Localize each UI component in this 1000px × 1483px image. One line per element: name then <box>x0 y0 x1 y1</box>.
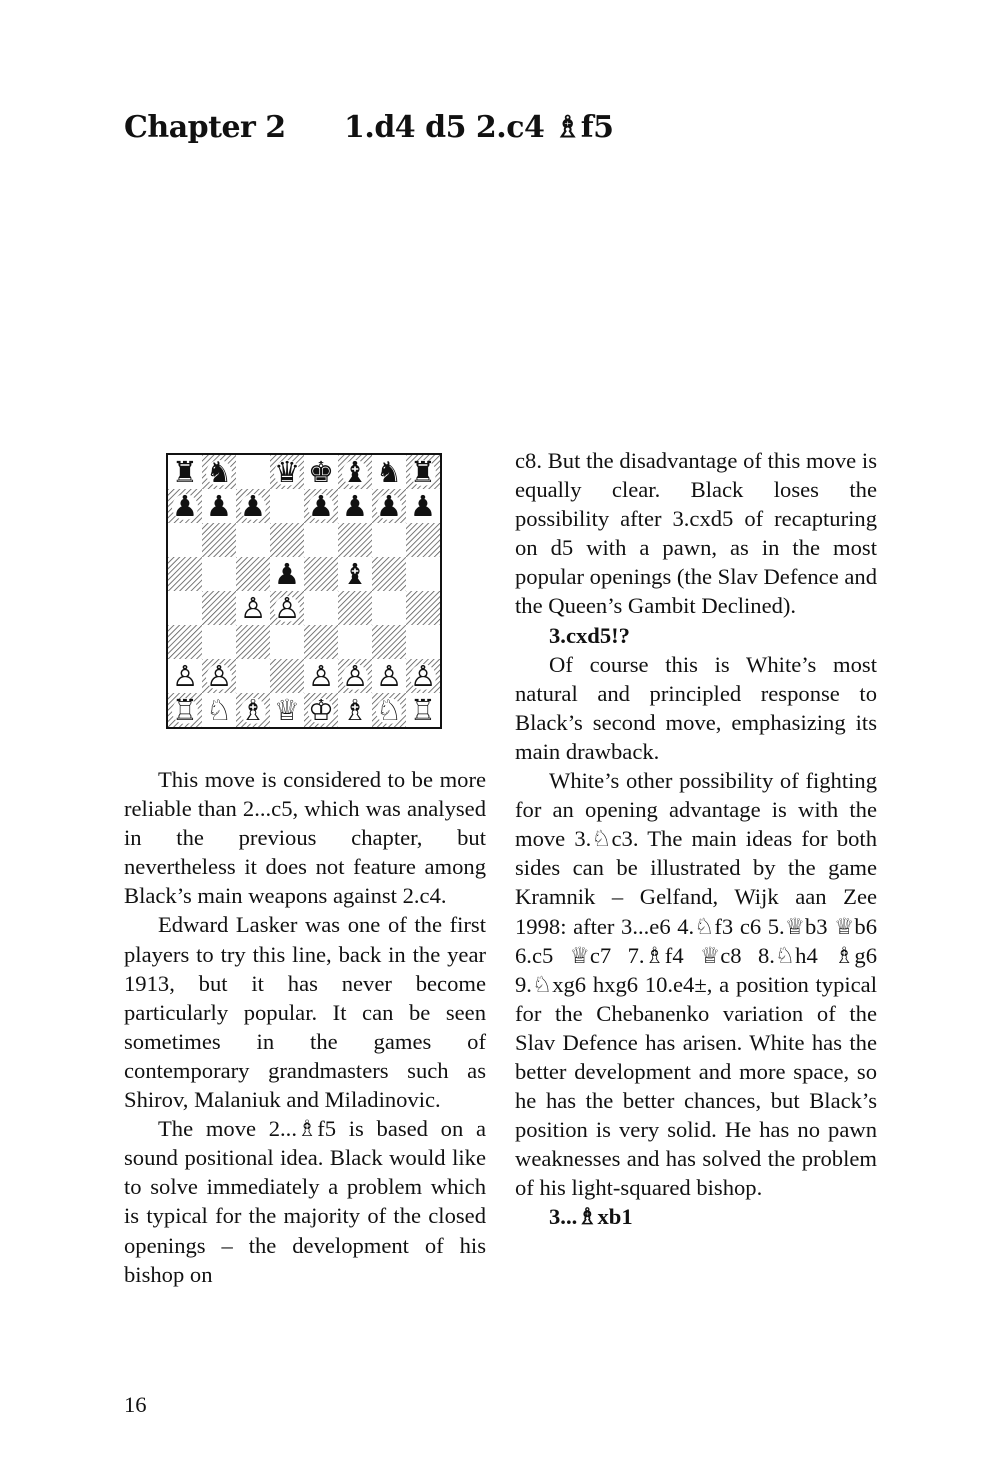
square-b6 <box>202 523 236 557</box>
square-g6 <box>372 523 406 557</box>
chess-piece-a1: ♖ <box>172 693 198 727</box>
chess-piece-d4: ♙ <box>274 591 300 625</box>
chess-piece-h2: ♙ <box>410 659 436 693</box>
chapter-heading <box>124 110 614 145</box>
chess-piece-g1: ♘ <box>376 693 402 727</box>
paragraph: The move 2...♗f5 is based on a sound positional idea. Black would like to solve immediately a problem which is typical for the majority of the closed openings – the development of his bishop on <box>124 1116 486 1287</box>
square-g3 <box>372 625 406 659</box>
chess-piece-d8: ♛ <box>274 455 300 489</box>
chess-piece-b2: ♙ <box>206 659 232 693</box>
square-d3 <box>270 625 304 659</box>
page-number: 16 <box>124 1392 147 1417</box>
chapter-label: Chapter 2 <box>124 110 286 145</box>
paragraph: White’s other possibility of fighting for an opening advantage is with the move 3.♘c3. The main ideas for both sides can be illustrated by the game Kramnik – Gelfand, Wijk aan Zee 1998: after 3...e6 4.♘f3 c6 5.♕b3 ♕b6 6.c5 ♕c7 7.♗f4 ♕c8 8.♘h4 ♗g6 9.♘xg6 hxg6 10.e4±, a position typical for the Chebanenko variation of the Slav Defence has arisen. White has the better development and more space, so he has the better chances, but Black’s position is very solid. He has no pawn weaknesses and has solved the problem of his light-squared bishop. <box>515 768 877 1201</box>
move-heading: 3...♗xb1 <box>549 1204 633 1230</box>
chess-piece-e8: ♚ <box>308 455 334 489</box>
square-f6 <box>338 523 372 557</box>
chess-piece-h7: ♟ <box>410 489 436 523</box>
chess-board-svg <box>168 455 440 727</box>
chess-piece-h8: ♜ <box>410 455 436 489</box>
square-e6 <box>304 523 338 557</box>
square-a6 <box>168 523 202 557</box>
square-a5 <box>168 557 202 591</box>
square-a3 <box>168 625 202 659</box>
chess-piece-h1: ♖ <box>410 693 436 727</box>
chess-piece-f7: ♟ <box>342 489 368 523</box>
square-c6 <box>236 523 270 557</box>
chess-piece-a7: ♟ <box>172 489 198 523</box>
square-c8 <box>236 455 270 489</box>
chess-piece-g2: ♙ <box>376 659 402 693</box>
chess-piece-c4: ♙ <box>240 591 266 625</box>
chess-piece-g8: ♞ <box>376 455 402 489</box>
chess-piece-g7: ♟ <box>376 489 402 523</box>
square-e4 <box>304 591 338 625</box>
square-b4 <box>202 591 236 625</box>
chess-piece-f2: ♙ <box>342 659 368 693</box>
chapter-title: 1.d4 d5 2.c4 ♗f5 <box>344 110 614 145</box>
chess-diagram <box>166 453 442 729</box>
square-b5 <box>202 557 236 591</box>
chess-piece-f5: ♝ <box>342 557 368 591</box>
chess-piece-e1: ♔ <box>308 693 334 727</box>
square-f4 <box>338 591 372 625</box>
square-f3 <box>338 625 372 659</box>
chess-piece-c1: ♗ <box>240 693 266 727</box>
square-e3 <box>304 625 338 659</box>
square-b3 <box>202 625 236 659</box>
right-column <box>515 446 877 1232</box>
square-c2 <box>236 659 270 693</box>
square-d7 <box>270 489 304 523</box>
square-e5 <box>304 557 338 591</box>
chess-piece-e2: ♙ <box>308 659 334 693</box>
chess-piece-d1: ♕ <box>274 693 300 727</box>
square-h5 <box>406 557 440 591</box>
chess-piece-e7: ♟ <box>308 489 334 523</box>
chess-piece-c7: ♟ <box>240 489 266 523</box>
chess-piece-d5: ♟ <box>274 557 300 591</box>
paragraph: Of course this is White’s most natural and principled response to Black’s second move, emphasizing its main drawback. <box>515 651 877 764</box>
chess-piece-f8: ♝ <box>342 455 368 489</box>
chess-piece-f1: ♗ <box>342 693 368 727</box>
square-c3 <box>236 625 270 659</box>
square-g4 <box>372 591 406 625</box>
square-d6 <box>270 523 304 557</box>
left-column <box>124 765 486 1289</box>
square-c5 <box>236 557 270 591</box>
square-h3 <box>406 625 440 659</box>
square-h4 <box>406 591 440 625</box>
square-d2 <box>270 659 304 693</box>
chess-piece-b8: ♞ <box>206 455 232 489</box>
chess-piece-b7: ♟ <box>206 489 232 523</box>
move-heading: 3.cxd5!? <box>549 622 630 648</box>
square-h6 <box>406 523 440 557</box>
paragraph: Edward Lasker was one of the first players to try this line, back in the year 1913, but it has never become particularly popular. It can be seen sometimes in the games of contemporary grandmasters such as Shirov, Malaniuk and Miladinovic. <box>124 912 486 1113</box>
chess-piece-a8: ♜ <box>172 455 198 489</box>
chess-piece-a2: ♙ <box>172 659 198 693</box>
paragraph-continuation: c8. But the disadvantage of this move is equally clear. Black loses the possibility after 3.cxd5 of recapturing on d5 with a pawn, as in the most popular openings (the Slav Defence and the Queen’s Gambit Declined). <box>515 448 878 619</box>
paragraph: This move is considered to be more reliable than 2...c5, which was analysed in the previous chapter, but nevertheless it does not feature among Black’s main weapons against 2.c4. <box>124 767 486 909</box>
square-a4 <box>168 591 202 625</box>
square-g5 <box>372 557 406 591</box>
chess-piece-b1: ♘ <box>206 693 232 727</box>
